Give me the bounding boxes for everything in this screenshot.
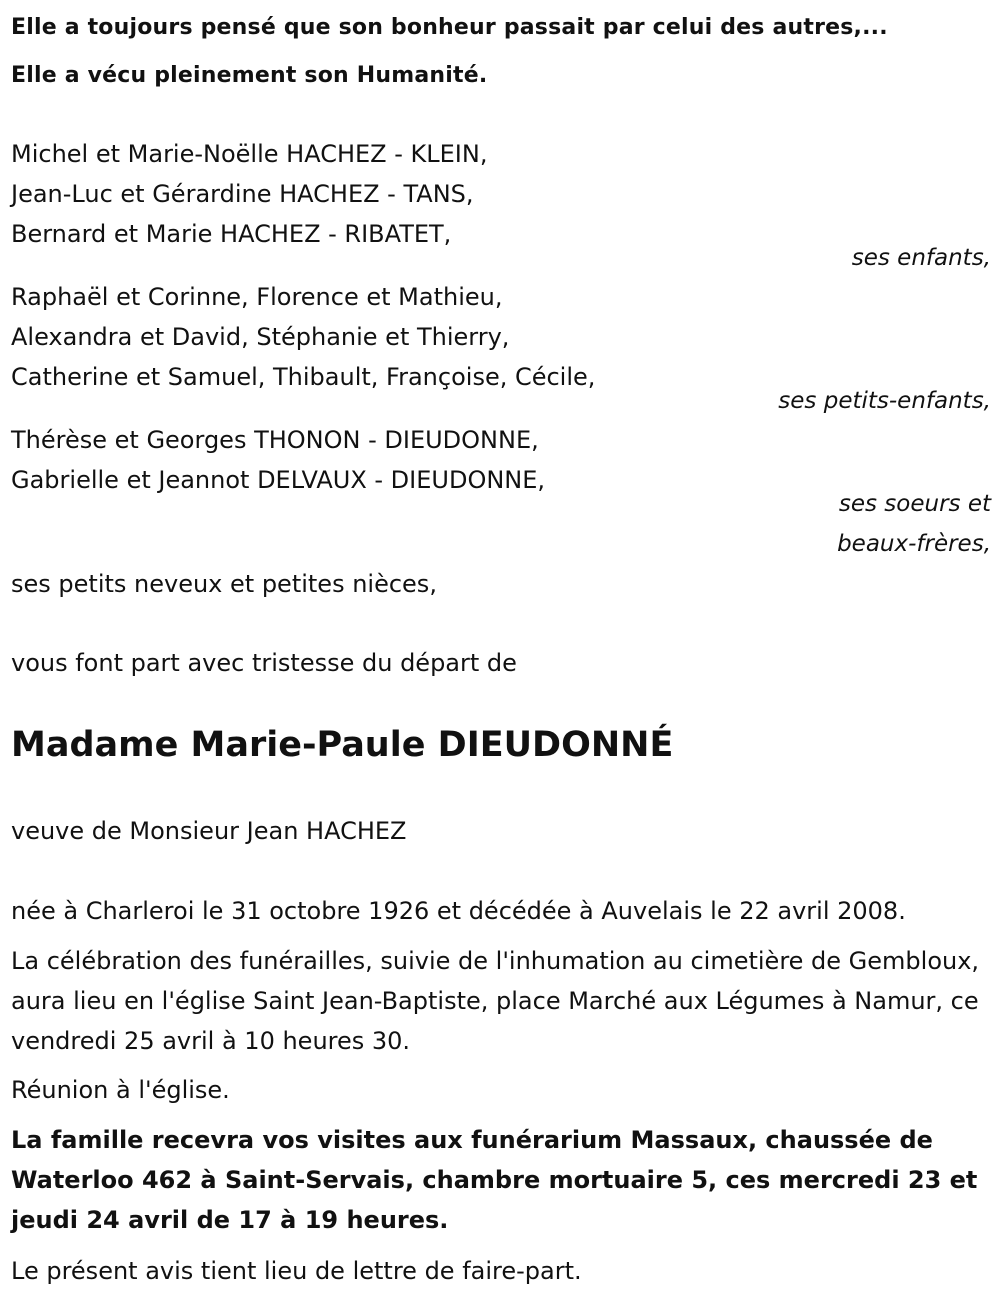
grandchildren-role: ses petits-enfants, — [778, 388, 991, 414]
visits-paragraph: La famille recevra vos visites aux funérarium Massaux, chaussée de Waterloo 462 à Saint-Servais, chambre mortuaire 5, ces mercredi 23 et jeudi 24 avril de 17 à 19 heures. — [11, 1126, 978, 1234]
ceremony-paragraph: La célébration des funérailles, suivie de l'inhumation au cimetière de Gembloux, aura lieu en l'église Saint Jean-Baptiste, place Marché aux Légumes à Namur, ce vendredi 25 avril à 10 heures 30. — [11, 947, 980, 1055]
siblings-role-line-2: beaux-frères, — [837, 531, 991, 557]
sibling-name: Thérèse et Georges THONON - DIEUDONNE, — [11, 426, 539, 454]
child-name: Jean-Luc et Gérardine HACHEZ - TANS, — [11, 180, 474, 208]
gathering-line: Réunion à l'église. — [11, 1076, 230, 1104]
nephews-line: ses petits neveux et petites nièces, — [11, 570, 437, 598]
child-name: Michel et Marie-Noëlle HACHEZ - KLEIN, — [11, 140, 488, 168]
child-name: Bernard et Marie HACHEZ - RIBATET, — [11, 220, 452, 248]
announcement-line: vous font part avec tristesse du départ de — [11, 649, 517, 677]
grandchild-name: Alexandra et David, Stéphanie et Thierry, — [11, 323, 510, 351]
children-role: ses enfants, — [851, 245, 991, 271]
quote-line-1: Elle a toujours pensé que son bonheur passait par celui des autres,... — [11, 15, 888, 40]
sibling-name: Gabrielle et Jeannot DELVAUX - DIEUDONNE, — [11, 466, 546, 494]
siblings-role-line-1: ses soeurs et — [838, 491, 991, 517]
quote-line-2: Elle a vécu pleinement son Humanité. — [11, 63, 488, 88]
closing-line: Le présent avis tient lieu de lettre de faire-part. — [11, 1257, 582, 1285]
obituary-notice — [11, 0, 991, 1305]
deceased-name: Madame Marie-Paule DIEUDONNÉ — [11, 725, 674, 765]
grandchild-name: Catherine et Samuel, Thibault, Françoise, Cécile, — [11, 363, 596, 391]
widow-of-line: veuve de Monsieur Jean HACHEZ — [11, 817, 407, 845]
grandchild-name: Raphaël et Corinne, Florence et Mathieu, — [11, 283, 503, 311]
birth-death-line: née à Charleroi le 31 octobre 1926 et décédée à Auvelais le 22 avril 2008. — [11, 897, 906, 925]
